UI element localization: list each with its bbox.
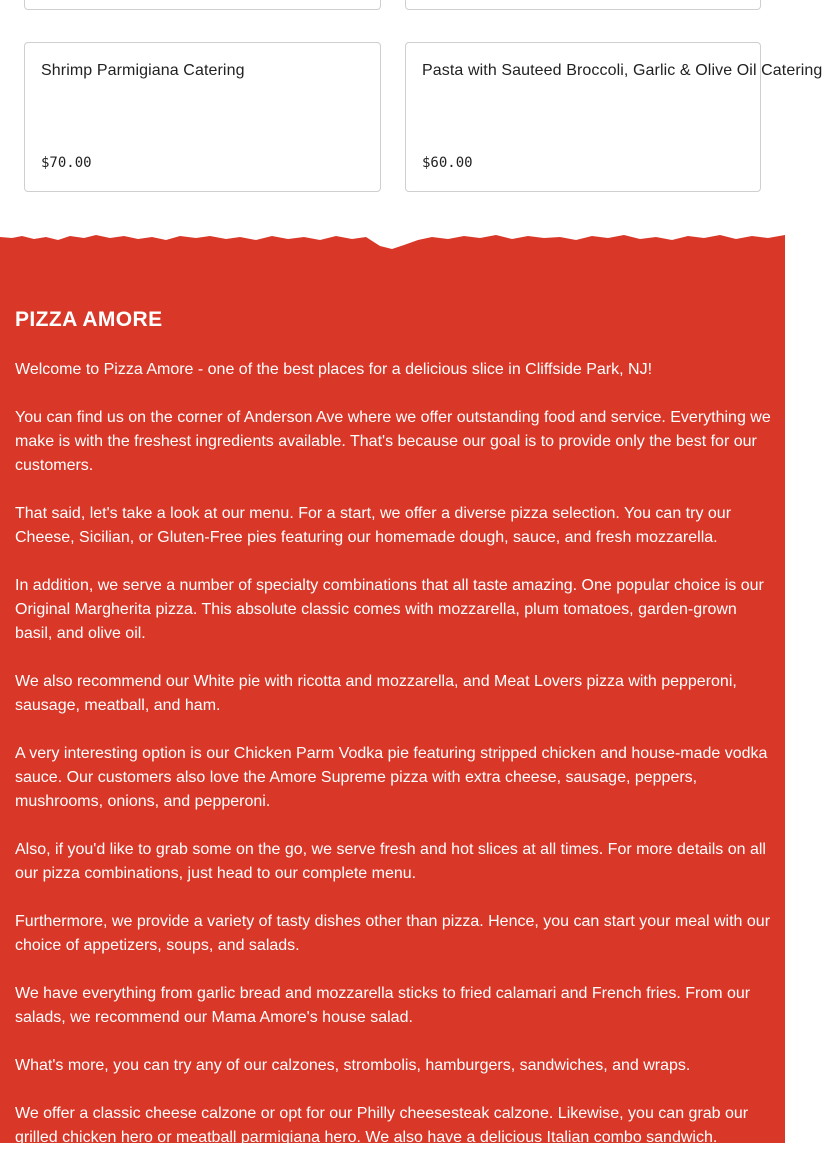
about-paragraph: What's more, you can try any of our calzones, strombolis, hamburgers, sandwiches, and wraps. — [15, 1057, 691, 1074]
about-text — [15, 358, 773, 1174]
about-title: PIZZA AMORE — [15, 308, 163, 331]
about-paragraph: Furthermore, we provide a variety of tasty dishes other than pizza. Hence, you can start your meal with our choice of appetizers, soups, and salads. — [15, 913, 771, 954]
about-paragraph: A very interesting option is our Chicken Parm Vodka pie featuring stripped chicken and house-made vodka sauce. Our customers also love the Amore Supreme pizza with extra cheese, sausage, peppers, mushrooms, onions, and pepperoni. — [15, 745, 768, 810]
about-section — [0, 252, 785, 1146]
menu-item-price: $60.00 — [422, 155, 473, 171]
about-paragraph: We also recommend our White pie with ricotta and mozzarella, and Meat Lovers pizza with pepperoni, sausage, meatball, and ham. — [15, 673, 737, 714]
menu-item-card-partial[interactable] — [24, 0, 381, 10]
about-paragraph: We have everything from garlic bread and mozzarella sticks to fried calamari and French fries. From our salads, we recommend our Mama Amore's house salad. — [15, 985, 751, 1026]
menu-item-price: $70.00 — [41, 155, 92, 171]
about-paragraph: Also, if you'd like to grab some on the go, we serve fresh and hot slices at all times. For more details on all our pizza combinations, just head to our complete menu. — [15, 841, 766, 882]
menu-item-card-partial[interactable] — [405, 0, 761, 10]
menu-item-card[interactable] — [405, 42, 822, 192]
menu-items-area — [0, 0, 822, 250]
about-paragraph: Welcome to Pizza Amore - one of the best places for a delicious slice in Cliffside Park, NJ! — [15, 361, 653, 378]
menu-item-name: Pasta with Sauteed Broccoli, Garlic & Olive Oil Catering — [422, 62, 822, 79]
menu-item-name: Shrimp Parmigiana Catering — [41, 62, 245, 79]
about-paragraph: You can find us on the corner of Anderson Ave where we offer outstanding food and service. Everything we make is with the freshest ingredients available. That's because our goal is to provide only the best for our customers. — [15, 409, 771, 474]
about-paragraph: In addition, we serve a number of specialty combinations that all taste amazing. One popular choice is our Original Margherita pizza. This absolute classic comes with mozzarella, plum tomatoes, garden-grown basil, and olive oil. — [15, 577, 764, 642]
menu-item-card[interactable] — [24, 42, 381, 192]
about-paragraph: We offer a classic cheese calzone or opt for our Philly cheesesteak calzone. Likewise, you can grab our grilled chicken hero or meatball parmigiana hero. We also have a delicious Italian combo sandwich. — [15, 1105, 749, 1146]
about-paragraph: That said, let's take a look at our menu. For a start, we offer a diverse pizza selection. You can try our Cheese, Sicilian, or Gluten-Free pies featuring our homemade dough, sauce, and fresh mozzarella. — [15, 505, 732, 546]
